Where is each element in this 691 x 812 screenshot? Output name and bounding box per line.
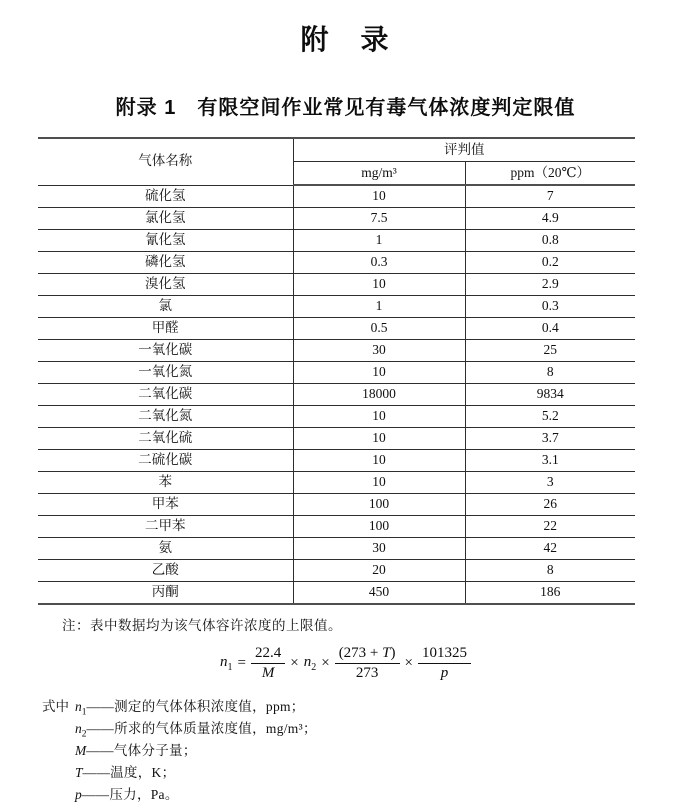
table-row bbox=[38, 362, 635, 384]
table-row bbox=[38, 560, 635, 582]
num-text: (273 + bbox=[338, 645, 383, 661]
var-n2-sub: 2 bbox=[311, 661, 317, 673]
ppm-value-cell: 7 bbox=[465, 185, 635, 208]
gas-name-cell: 一氧化碳 bbox=[38, 340, 293, 362]
table-header bbox=[38, 138, 635, 185]
mg-value-cell: 10 bbox=[293, 428, 465, 450]
gas-name-cell: 氯 bbox=[38, 296, 293, 318]
ppm-value-cell: 0.4 bbox=[465, 318, 635, 340]
ppm-value-cell: 25 bbox=[465, 340, 635, 362]
col-header-gas-name: 气体名称 bbox=[38, 138, 293, 185]
gas-name-cell: 甲苯 bbox=[38, 494, 293, 516]
table-row bbox=[38, 252, 635, 274]
definition-symbol: n bbox=[75, 721, 82, 736]
multiply-sign: × bbox=[404, 654, 413, 671]
gas-name-cell: 氨 bbox=[38, 538, 293, 560]
definition-line bbox=[75, 696, 317, 718]
formula-lhs bbox=[220, 654, 233, 673]
gas-name-cell: 乙酸 bbox=[38, 560, 293, 582]
formula-n2 bbox=[304, 654, 317, 673]
appendix-title: 附 录 bbox=[300, 24, 391, 55]
gas-name-cell: 二甲苯 bbox=[38, 516, 293, 538]
var-T: T bbox=[382, 645, 391, 661]
mg-value-cell: 450 bbox=[293, 582, 465, 605]
col-header-ppm: ppm（20℃） bbox=[465, 162, 635, 186]
fraction-numerator bbox=[335, 644, 400, 664]
definition-symbol: T bbox=[75, 765, 83, 780]
ppm-value-cell: 8 bbox=[465, 362, 635, 384]
definition-symbol-sub: 1 bbox=[81, 707, 87, 718]
col-header-mg-per-m3: mg/m³ bbox=[293, 162, 465, 186]
ppm-value-cell: 3 bbox=[465, 472, 635, 494]
multiply-sign: × bbox=[321, 654, 330, 671]
table-row bbox=[38, 318, 635, 340]
var-n1-sub: 1 bbox=[227, 661, 233, 673]
table-row bbox=[38, 384, 635, 406]
num-text: ) bbox=[390, 645, 396, 661]
ppm-value-cell: 186 bbox=[465, 582, 635, 605]
equals-sign: = bbox=[237, 654, 246, 671]
definition-symbol: M bbox=[75, 743, 87, 758]
appendix1-heading: 附录 1 有限空间作业常见有毒气体浓度判定限值 bbox=[115, 97, 576, 119]
formula-definitions bbox=[42, 696, 317, 806]
gas-name-cell: 磷化氢 bbox=[38, 252, 293, 274]
var-M: M bbox=[261, 664, 275, 681]
gas-name-cell: 氯化氢 bbox=[38, 208, 293, 230]
fraction-273T-over-273 bbox=[335, 644, 400, 683]
header-row-1 bbox=[38, 138, 635, 162]
table-row bbox=[38, 185, 635, 208]
toxic-gas-limits-table bbox=[38, 137, 635, 605]
gas-name-cell: 氰化氢 bbox=[38, 230, 293, 252]
mg-value-cell: 20 bbox=[293, 560, 465, 582]
fraction-denominator: 273 bbox=[355, 664, 379, 681]
mg-value-cell: 10 bbox=[293, 274, 465, 296]
gas-name-cell: 二氧化氮 bbox=[38, 406, 293, 428]
definition-symbol: p bbox=[75, 787, 82, 802]
mg-value-cell: 10 bbox=[293, 472, 465, 494]
ppm-value-cell: 3.7 bbox=[465, 428, 635, 450]
definition-line bbox=[75, 718, 317, 740]
table-row bbox=[38, 274, 635, 296]
mg-value-cell: 10 bbox=[293, 450, 465, 472]
definition-symbol-sub: 2 bbox=[81, 729, 87, 740]
mg-value-cell: 0.5 bbox=[293, 318, 465, 340]
ppm-value-cell: 42 bbox=[465, 538, 635, 560]
table-row bbox=[38, 494, 635, 516]
gas-name-cell: 丙酮 bbox=[38, 582, 293, 605]
ppm-value-cell: 4.9 bbox=[465, 208, 635, 230]
ppm-value-cell: 8 bbox=[465, 560, 635, 582]
ppm-value-cell: 0.8 bbox=[465, 230, 635, 252]
table-row bbox=[38, 472, 635, 494]
ppm-value-cell: 3.1 bbox=[465, 450, 635, 472]
conversion-formula bbox=[0, 644, 691, 683]
mg-value-cell: 30 bbox=[293, 538, 465, 560]
fraction-denominator bbox=[258, 664, 279, 683]
definition-line bbox=[75, 762, 317, 784]
mg-value-cell: 1 bbox=[293, 230, 465, 252]
ppm-value-cell: 0.2 bbox=[465, 252, 635, 274]
table-row bbox=[38, 582, 635, 605]
ppm-value-cell: 0.3 bbox=[465, 296, 635, 318]
table-note: 注：表中数据均为该气体容许浓度的上限值。 bbox=[62, 618, 342, 633]
gas-name-cell: 甲醛 bbox=[38, 318, 293, 340]
ppm-value-cell: 9834 bbox=[465, 384, 635, 406]
mg-value-cell: 10 bbox=[293, 406, 465, 428]
mg-value-cell: 0.3 bbox=[293, 252, 465, 274]
fraction-denominator bbox=[437, 664, 453, 683]
table-body bbox=[38, 185, 635, 604]
table-row bbox=[38, 340, 635, 362]
definition-line bbox=[75, 740, 317, 762]
table-row bbox=[38, 516, 635, 538]
definitions-prefix: 式中 bbox=[42, 699, 69, 714]
fraction-101325-over-p bbox=[418, 644, 471, 683]
ppm-value-cell: 2.9 bbox=[465, 274, 635, 296]
mg-value-cell: 30 bbox=[293, 340, 465, 362]
gas-name-cell: 二氧化硫 bbox=[38, 428, 293, 450]
mg-value-cell: 7.5 bbox=[293, 208, 465, 230]
fraction-22p4-over-M bbox=[251, 644, 285, 683]
table-row bbox=[38, 538, 635, 560]
gas-name-cell: 硫化氢 bbox=[38, 185, 293, 208]
definition-text: ——压力，Pa。 bbox=[81, 787, 179, 802]
ppm-value-cell: 26 bbox=[465, 494, 635, 516]
col-header-judgment-value: 评判值 bbox=[293, 138, 635, 162]
gas-name-cell: 二硫化碳 bbox=[38, 450, 293, 472]
definition-line bbox=[75, 784, 317, 806]
fraction-numerator: 101325 bbox=[418, 644, 471, 664]
gas-name-cell: 一氧化氮 bbox=[38, 362, 293, 384]
multiply-sign: × bbox=[290, 654, 299, 671]
table-row bbox=[38, 208, 635, 230]
mg-value-cell: 18000 bbox=[293, 384, 465, 406]
definition-text: ——测定的气体体积浓度值，ppm； bbox=[86, 699, 305, 714]
mg-value-cell: 1 bbox=[293, 296, 465, 318]
mg-value-cell: 100 bbox=[293, 516, 465, 538]
var-n1: n bbox=[220, 653, 228, 670]
var-p: p bbox=[440, 664, 449, 681]
table-row bbox=[38, 428, 635, 450]
definition-text: ——温度，K； bbox=[82, 765, 176, 780]
ppm-value-cell: 22 bbox=[465, 516, 635, 538]
mg-value-cell: 10 bbox=[293, 362, 465, 384]
ppm-value-cell: 5.2 bbox=[465, 406, 635, 428]
gas-name-cell: 苯 bbox=[38, 472, 293, 494]
table-row bbox=[38, 450, 635, 472]
gas-name-cell: 二氧化碳 bbox=[38, 384, 293, 406]
table-row bbox=[38, 406, 635, 428]
var-n2: n bbox=[303, 653, 312, 670]
definition-symbol: n bbox=[75, 699, 82, 714]
table-row bbox=[38, 296, 635, 318]
definition-text: ——所求的气体质量浓度值，mg/m³； bbox=[86, 721, 317, 736]
mg-value-cell: 100 bbox=[293, 494, 465, 516]
definition-text: ——气体分子量； bbox=[86, 743, 197, 758]
gas-name-cell: 溴化氢 bbox=[38, 274, 293, 296]
table-row bbox=[38, 230, 635, 252]
fraction-numerator: 22.4 bbox=[251, 644, 285, 664]
definitions-list bbox=[75, 696, 317, 806]
mg-value-cell: 10 bbox=[293, 185, 465, 208]
